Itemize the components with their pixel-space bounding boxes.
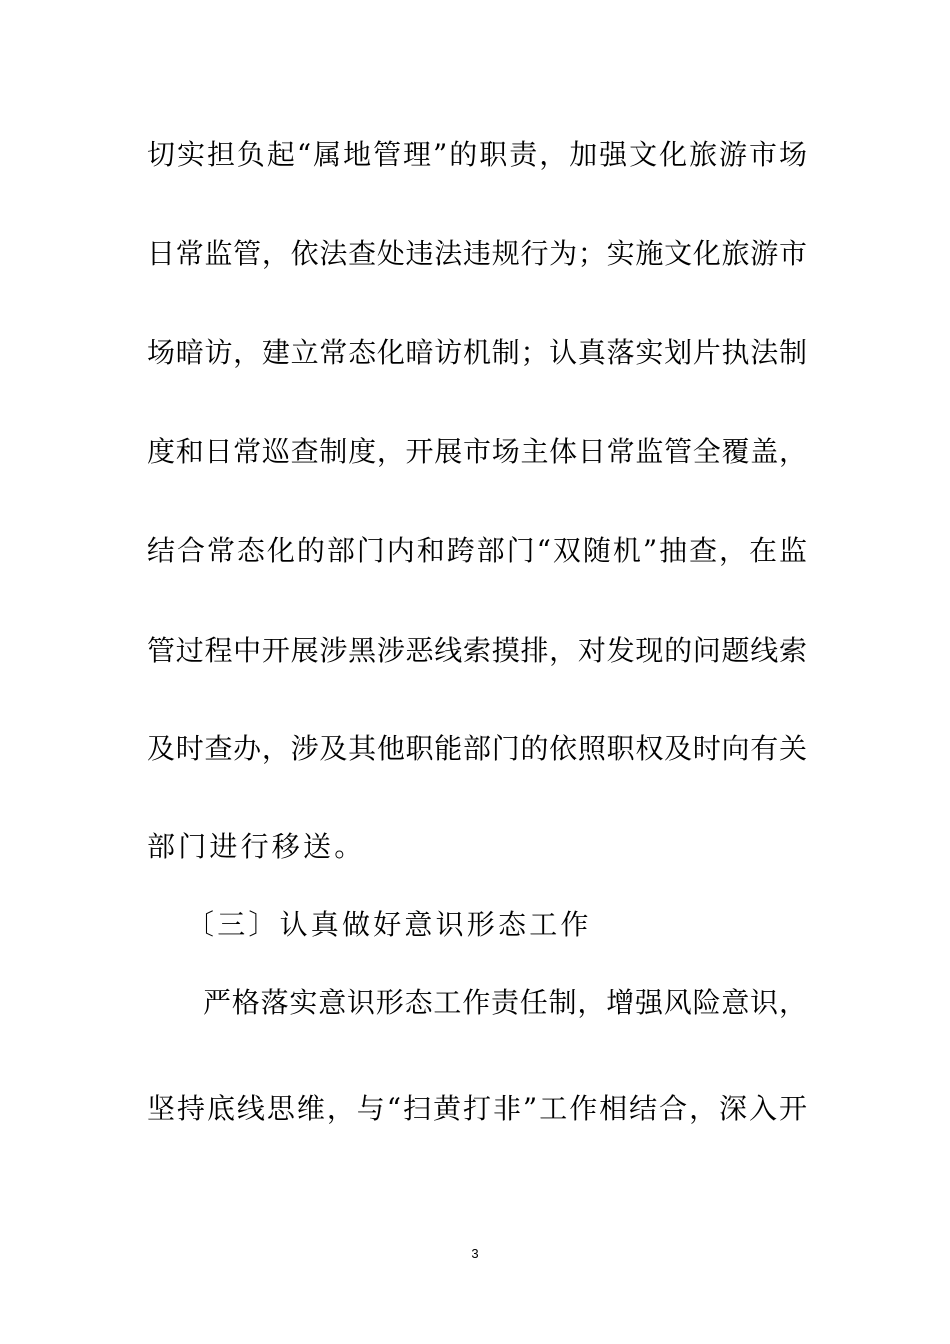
paragraph2-line-2: 坚持底线思维，与“扫黄打非”工作相结合，深入开	[147, 1092, 807, 1125]
body-line-7: 及时查办，涉及其他职能部门的依照职权及时向有关	[147, 732, 807, 765]
body-line-8: 部门进行移送。	[147, 830, 366, 863]
body-line-1: 切实担负起“属地管理”的职责，加强文化旅游市场	[147, 138, 807, 171]
body-line-2: 日常监管，依法查处违法违规行为；实施文化旅游市	[147, 237, 807, 270]
body-line-6: 管过程中开展涉黑涉恶线索摸排，对发现的问题线索	[147, 634, 807, 667]
page-number: 3	[471, 1246, 479, 1261]
section-heading: 〔三〕认真做好意识形态工作	[186, 908, 592, 941]
body-line-5: 结合常态化的部门内和跨部门“双随机”抽查，在监	[147, 534, 807, 567]
paragraph2-line-1: 严格落实意识形态工作责任制，增强风险意识，	[203, 986, 807, 1019]
body-line-4: 度和日常巡查制度，开展市场主体日常监管全覆盖，	[147, 435, 807, 468]
body-line-3: 场暗访，建立常态化暗访机制；认真落实划片执法制	[147, 336, 807, 369]
